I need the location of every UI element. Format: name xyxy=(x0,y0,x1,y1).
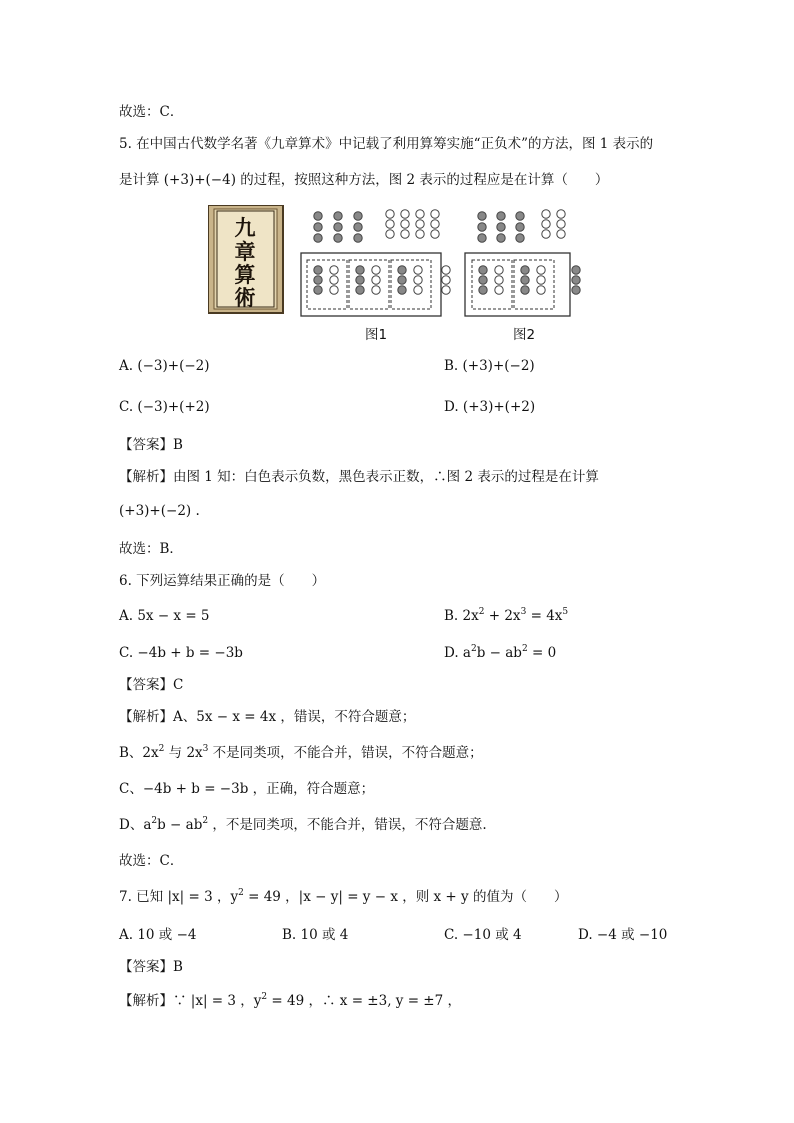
q6-option-b-part2: + 2x xyxy=(484,608,521,624)
q6-option-d-part1: D. a xyxy=(444,645,471,661)
q5-answer: 【答案】B xyxy=(119,437,183,453)
q6-option-c: C. −4b + b = −3b xyxy=(119,645,243,661)
q6-analysis-a: 【解析】A、5x − x = 4x ，错误，不符合题意； xyxy=(119,709,416,725)
q6-analysis-b-part2: 与 2x xyxy=(164,745,203,761)
q7-option-a: A. 10 或 −4 xyxy=(119,927,197,943)
fig2-top-black xyxy=(478,212,524,242)
q6-analysis-d-sup2: 2 xyxy=(202,816,209,826)
q6-analysis-c: C、−4b + b = −3b ，正确，符合题意； xyxy=(119,781,375,797)
q7-stem-part2: = 49 ，|x − y| = y − x ，则 x + y 的值为（ ） xyxy=(243,889,568,905)
q6-option-b xyxy=(444,606,568,626)
q6-analysis-b xyxy=(119,743,483,763)
q7-stem-part1: 7. 已知 |x| = 3 ，y xyxy=(119,889,239,905)
q5-option-c: C. (−3)+(+2) xyxy=(119,399,210,415)
fig1-top-white xyxy=(386,210,439,238)
q6-option-b-sup1: 2 xyxy=(478,607,485,617)
q7-stem xyxy=(119,887,567,907)
q6-option-d-part2: b − ab xyxy=(476,645,522,661)
q6-conclusion: 故选：C． xyxy=(119,853,184,869)
q6-analysis-b-part3: 不是同类项，不能合并，错误，不符合题意； xyxy=(208,745,483,761)
q6-analysis-d-part2: b − ab xyxy=(157,817,203,833)
fig2-rods xyxy=(465,210,580,316)
q7-option-b: B. 10 或 4 xyxy=(282,927,349,943)
q5-option-b: B. (+3)+(−2) xyxy=(444,358,535,374)
q7-analysis xyxy=(119,991,461,1011)
q6-option-b-sup2: 3 xyxy=(520,607,527,617)
fig2-caption: 图2 xyxy=(513,327,536,343)
q5-option-d: D. (+3)+(+2) xyxy=(444,399,536,415)
q5-conclusion: 故选：B． xyxy=(119,541,183,557)
q5-option-a: A. (−3)+(−2) xyxy=(119,358,210,374)
q7-option-c: C. −10 或 4 xyxy=(444,927,522,943)
q6-option-a: A. 5x − x = 5 xyxy=(119,608,210,624)
book-char-2: 章 xyxy=(234,239,256,264)
fig1-caption: 图1 xyxy=(365,327,388,343)
q7-option-d: D. −4 或 −10 xyxy=(578,927,668,943)
q5-analysis-line1: 【解析】由图 1 知：白色表示负数，黑色表示正数，∴图 2 表示的过程是在计算 xyxy=(119,469,599,485)
q6-analysis-b-sup1: 2 xyxy=(158,744,165,754)
counting-rods-figure xyxy=(208,205,593,345)
q6-analysis-d-part3: ，不是同类项，不能合并，错误，不符合题意. xyxy=(208,817,487,833)
q6-analysis-d-sup1: 2 xyxy=(151,816,158,826)
q6-analysis-b-sup2: 3 xyxy=(202,744,209,754)
q7-analysis-part1: 【解析】∵ |x| = 3 ，y xyxy=(119,993,262,1009)
q6-option-b-part1: B. 2x xyxy=(444,608,479,624)
q5-analysis-line2: (+3)+(−2) . xyxy=(119,503,200,519)
q6-option-b-sup3: 5 xyxy=(562,607,569,617)
q6-option-d-sup1: 2 xyxy=(470,644,477,654)
fig1-top-black xyxy=(314,212,362,242)
q6-option-d-part3: = 0 xyxy=(527,645,557,661)
q5-stem-line1: 5. 在中国古代数学名著《九章算术》中记载了利用算筹实施“正负术”的方法，图 1 表示的 xyxy=(119,136,654,152)
q7-analysis-sup: 2 xyxy=(261,992,268,1002)
q6-analysis-d xyxy=(119,815,487,835)
q7-stem-sup: 2 xyxy=(238,888,244,898)
prev-conclusion: 故选：C． xyxy=(119,104,184,120)
q7-analysis-part2: = 49 ，∴ x = ±3, y = ±7 ， xyxy=(267,993,461,1009)
fig2-top-white xyxy=(542,210,565,238)
q6-analysis-b-part1: B、2x xyxy=(119,745,159,761)
q6-option-b-part3: = 4x xyxy=(526,608,563,624)
q5-stem-line2: 是计算 (+3)+(−4) 的过程，按照这种方法，图 2 表示的过程应是在计算（ ） xyxy=(119,172,609,188)
q6-analysis-d-part1: D、a xyxy=(119,817,152,833)
q6-stem: 6. 下列运算结果正确的是（ ） xyxy=(119,573,326,589)
book-char-4: 術 xyxy=(234,285,256,310)
book-char-1: 九 xyxy=(234,215,256,240)
counting-rods-svg xyxy=(208,205,593,345)
book-char-3: 算 xyxy=(234,262,256,287)
q6-option-d xyxy=(444,643,556,663)
q6-option-d-sup2: 2 xyxy=(521,644,528,654)
fig1-rods xyxy=(301,210,450,316)
q6-answer: 【答案】C xyxy=(119,677,184,693)
q7-answer: 【答案】B xyxy=(119,959,183,975)
